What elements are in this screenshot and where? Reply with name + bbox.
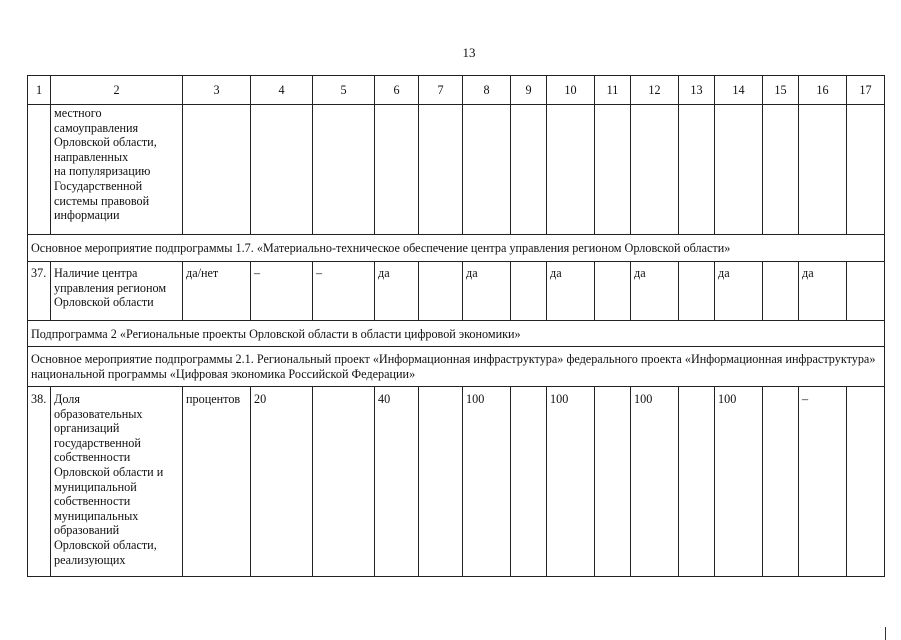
header-cell: 17 bbox=[847, 76, 885, 105]
cell bbox=[547, 105, 595, 235]
value-cell bbox=[419, 262, 463, 321]
section-heading: Основное мероприятие подпрограммы 1.7. «Материально-техническое обеспечение центра управления регионом Орловской области» bbox=[28, 235, 885, 262]
value-cell bbox=[763, 387, 799, 577]
cell bbox=[799, 105, 847, 235]
table-row bbox=[28, 105, 885, 235]
cell bbox=[183, 105, 251, 235]
value-cell: 100 bbox=[715, 387, 763, 577]
cell bbox=[375, 105, 419, 235]
value-cell: – bbox=[251, 262, 313, 321]
value-cell: да bbox=[631, 262, 679, 321]
cell bbox=[763, 105, 799, 235]
unit-cell: процентов bbox=[183, 387, 251, 577]
cell bbox=[313, 105, 375, 235]
value-cell: да bbox=[715, 262, 763, 321]
indicator-name: Наличие центра управления регионом Орловской области bbox=[51, 262, 183, 321]
value-cell: 100 bbox=[463, 387, 511, 577]
cell bbox=[715, 105, 763, 235]
table-row bbox=[28, 387, 885, 577]
unit-cell: да/нет bbox=[183, 262, 251, 321]
value-cell bbox=[847, 387, 885, 577]
table-row bbox=[28, 262, 885, 321]
value-cell bbox=[595, 387, 631, 577]
header-cell: 5 bbox=[313, 76, 375, 105]
header-cell: 13 bbox=[679, 76, 715, 105]
value-cell: да bbox=[547, 262, 595, 321]
header-row bbox=[28, 76, 885, 105]
header-cell: 15 bbox=[763, 76, 799, 105]
header-cell: 6 bbox=[375, 76, 419, 105]
cell bbox=[679, 105, 715, 235]
value-cell: да bbox=[375, 262, 419, 321]
cell bbox=[847, 105, 885, 235]
header-cell: 1 bbox=[28, 76, 51, 105]
indicator-name: местного самоуправления Орловской области, направленных на популяризацию Государственной системы правовой информации bbox=[51, 105, 183, 235]
header-cell: 10 bbox=[547, 76, 595, 105]
section-row bbox=[28, 347, 885, 387]
header-cell: 8 bbox=[463, 76, 511, 105]
header-cell: 11 bbox=[595, 76, 631, 105]
header-cell: 2 bbox=[51, 76, 183, 105]
header-cell: 4 bbox=[251, 76, 313, 105]
value-cell: 40 bbox=[375, 387, 419, 577]
value-cell: да bbox=[799, 262, 847, 321]
cell bbox=[251, 105, 313, 235]
value-cell bbox=[419, 387, 463, 577]
header-cell: 7 bbox=[419, 76, 463, 105]
subprogram-heading: Подпрограмма 2 «Региональные проекты Орловской области в области цифровой экономики» bbox=[28, 321, 885, 347]
scan-edge-mark bbox=[885, 627, 886, 640]
cell bbox=[595, 105, 631, 235]
value-cell bbox=[679, 387, 715, 577]
section-row bbox=[28, 321, 885, 347]
header-cell: 16 bbox=[799, 76, 847, 105]
cell bbox=[511, 105, 547, 235]
section-heading: Основное мероприятие подпрограммы 2.1. Региональный проект «Информационная инфраструктура» федерального проекта «Информационная инфраструктура» национальной программы «Цифровая экономика Российской Федерации» bbox=[28, 347, 885, 387]
value-cell bbox=[313, 387, 375, 577]
value-cell: – bbox=[799, 387, 847, 577]
cell bbox=[631, 105, 679, 235]
cell bbox=[463, 105, 511, 235]
header-cell: 9 bbox=[511, 76, 547, 105]
header-cell: 3 bbox=[183, 76, 251, 105]
value-cell bbox=[511, 387, 547, 577]
header-cell: 12 bbox=[631, 76, 679, 105]
value-cell bbox=[847, 262, 885, 321]
row-number: 37. bbox=[28, 262, 51, 321]
header-cell: 14 bbox=[715, 76, 763, 105]
value-cell bbox=[595, 262, 631, 321]
cell bbox=[419, 105, 463, 235]
indicators-table bbox=[27, 75, 885, 577]
value-cell: 100 bbox=[631, 387, 679, 577]
value-cell bbox=[763, 262, 799, 321]
indicator-name: Доля образовательных организаций государственной собственности Орловской области и муниципальной собственности муниципальных образований Орловской области, реализующих bbox=[51, 387, 183, 577]
row-number bbox=[28, 105, 51, 235]
value-cell bbox=[511, 262, 547, 321]
value-cell: да bbox=[463, 262, 511, 321]
value-cell bbox=[679, 262, 715, 321]
row-number: 38. bbox=[28, 387, 51, 577]
value-cell: 20 bbox=[251, 387, 313, 577]
page-number: 13 bbox=[462, 45, 476, 60]
value-cell: 100 bbox=[547, 387, 595, 577]
value-cell: – bbox=[313, 262, 375, 321]
section-row bbox=[28, 235, 885, 262]
